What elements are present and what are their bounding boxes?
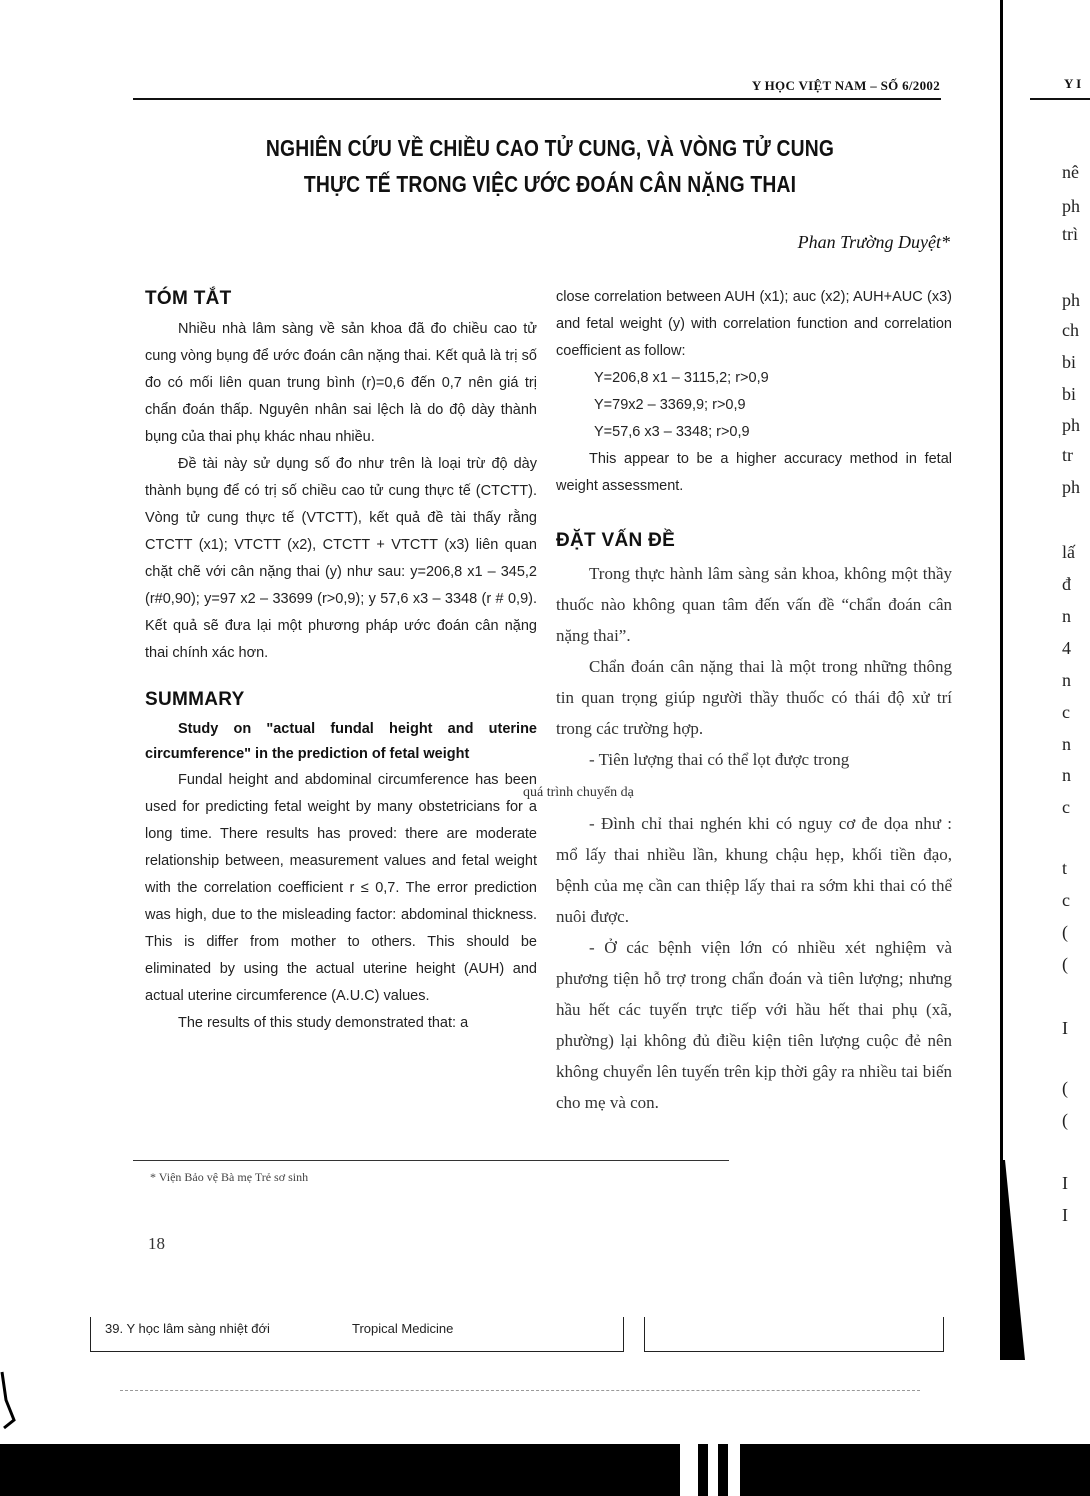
bullet-1-line: - Tiên lượng thai có thể lọt được trong: [589, 750, 850, 769]
tom-tat-paragraph-2: Đề tài này sử dụng số đo như trên là loại trừ độ dày thành bụng để có trị số chiều cao tử cung thực tế (CTCTT). Vòng tử cung thực tế (VTCTT), kết quả đề tài thấy rằng CTCTT (x1); VTCTT (x2), CTCTT + VTCTT (x3) liên quan chặt chẽ với cân nặng thai (y) như sau: y=206,8 x1 – 345,2 (r#0,90); y=97 x2 – 33699 (r>0,9); y 57,6 x3 – 3348 (r # 0,9). Kết quả sẽ đưa lại một phương pháp ước đoán cân nặng thai chính xác hơn.: [145, 456, 537, 661]
dat-van-de-paragraph-1: Trong thực hành lâm sàng sản khoa, không một thầy thuốc nào không quan tâm đến vấn đề “chẩn đoán cân nặng thai”.: [556, 564, 952, 645]
footnote: * Viện Bảo vệ Bà mẹ Trẻ sơ sinh: [150, 1170, 309, 1184]
facing-page-fragment: (: [1062, 954, 1068, 974]
scan-gap-2: [708, 1432, 718, 1496]
bottom-strip-right-label: Tropical Medicine: [352, 1321, 454, 1336]
facing-page-fragment: c: [1062, 797, 1070, 817]
tom-tat-paragraph-1: Nhiều nhà lâm sàng về sản khoa đã đo chiều cao tử cung vòng bụng để ước đoán cân nặng thai. Kết quả là trị số đo có mối liên quan trung bình (r)=0,6 đến 0,7 nên giá trị chẩn đoán thấp. Nguyên nhân sai lệch là do độ dày thành bụng của thai phụ khác nhau nhiều.: [145, 321, 537, 445]
facing-page-fragment: đ: [1062, 574, 1071, 594]
dat-van-de-paragraph-2: Chẩn đoán cân nặng thai là một trong những thông tin quan trọng giúp người thầy thuốc có thái độ xử trí trong các trường hợp.: [556, 657, 952, 738]
left-column: [145, 288, 537, 1037]
summary-heading: SUMMARY: [145, 689, 245, 710]
page-number: 18: [148, 1234, 165, 1253]
author-name: Phan Trường Duyệt*: [797, 232, 950, 252]
facing-page-fragment: ph: [1062, 477, 1080, 497]
facing-page-fragment: ph: [1062, 290, 1080, 310]
title-line-2: THỰC TẾ TRONG VIỆC ƯỚC ĐOÁN CÂN NẶNG THAI: [303, 171, 797, 197]
facing-page-fragment: c: [1062, 702, 1070, 722]
facing-page-fragment: lấ: [1062, 542, 1075, 562]
tom-tat-heading: TÓM TẮT: [145, 288, 232, 309]
bottom-strip-box-right: [644, 1317, 944, 1352]
title-line-1: NGHIÊN CỨU VỀ CHIỀU CAO TỬ CUNG, VÀ VÒNG TỬ CUNG: [265, 135, 835, 161]
facing-page-fragment: trì: [1062, 224, 1078, 244]
scan-gap-3: [728, 1432, 740, 1496]
bullet-2: - Đình chỉ thai nghén khi có nguy cơ đe dọa như : mổ lấy thai nhiều lần, khung chậu hẹp, khối tiền đạo, bệnh của mẹ cần can thiệp lấy thai ra sớm khi thai có thể nuôi được.: [556, 814, 952, 926]
scan-edge-mark-icon: [0, 1370, 20, 1430]
facing-page-fragment: n: [1062, 765, 1071, 785]
formula-3: Y=57,6 x3 – 3348; r>0,9: [594, 424, 750, 440]
summary-paragraph-1: Fundal height and abdominal circumference has been used for predicting fetal weight by many obstetricians for a long time. There results has proved: there are moderate relationship between, measurement values and fetal weight with the correlation coefficient r ≤ 0,7. The error prediction was high, due to the misleading factor: abdominal thickness. This is differ from mother to others. This should be eliminated by using the actual uterine height (AUH) and actual uterine circumference (A.U.C) values.: [145, 772, 537, 1004]
page-gutter-line: [1000, 0, 1003, 1300]
facing-page-rule: [1030, 98, 1090, 100]
facing-page-fragment: I: [1062, 1018, 1068, 1038]
facing-page-fragment: n: [1062, 670, 1071, 690]
facing-page-fragment: c: [1062, 890, 1070, 910]
facing-page-fragment: (: [1062, 1110, 1068, 1130]
bullet-1-line-2: quá trình chuyển dạ: [523, 785, 634, 800]
header-rule: [133, 98, 941, 100]
article-title: [197, 130, 903, 202]
bottom-strip-left-label: 39. Y học lâm sàng nhiệt đới: [105, 1321, 270, 1336]
summary-paragraph-2: The results of this study demonstrated that: a: [178, 1015, 469, 1031]
bullet-3: - Ở các bệnh viện lớn có nhiều xét nghiệm và phương tiện hỗ trợ trong chẩn đoán và tiên lượng; nhưng hầu hết các tuyến trực tiếp với hầu hết thai phụ (xã, phường) lại không đủ điều kiện tiên lượng cuộc đẻ nên không chuyển lên tuyến trên kịp thời gây ra nhiều tai biến cho mẹ và con.: [556, 938, 952, 1112]
facing-page-fragment: t: [1062, 858, 1068, 878]
facing-page-fragment: ph: [1062, 196, 1080, 216]
facing-page-fragment: I: [1062, 1205, 1068, 1225]
facing-page-fragment: n: [1062, 734, 1071, 754]
page-gutter-shadow: [1000, 1160, 1025, 1360]
summary-continuation: close correlation between AUH (x1); auc (x2); AUH+AUC (x3) and fetal weight (y) with correlation function and correlation coefficient as follow:: [556, 289, 952, 359]
facing-page-fragment: (: [1062, 922, 1068, 942]
facing-page-fragment: ch: [1062, 320, 1079, 340]
dat-van-de-heading: ĐẶT VẤN ĐỀ: [556, 530, 676, 551]
right-column: [523, 284, 952, 1118]
facing-page-fragment: nê: [1062, 162, 1079, 182]
bullet-1: [523, 744, 952, 808]
facing-page-fragment: I: [1062, 1173, 1068, 1193]
facing-page-fragment: bi: [1062, 352, 1077, 372]
formula-2: Y=79x2 – 3369,9; r>0,9: [594, 397, 746, 413]
journal-header: Y HỌC VIỆT NAM – SỐ 6/2002: [751, 78, 940, 93]
summary-subtitle: Study on "actual fundal height and uterine circumference" in the prediction of fetal weight: [145, 721, 537, 762]
scan-bottom-black-bar: [0, 1444, 1090, 1496]
scan-gap-1: [680, 1432, 698, 1496]
facing-page-fragment: 4: [1062, 638, 1071, 658]
scan-artifact-line: [120, 1390, 920, 1393]
facing-page-fragment: n: [1062, 606, 1071, 626]
summary-conclusion: This appear to be a higher accuracy method in fetal weight assessment.: [556, 451, 952, 494]
facing-page-fragment: tr: [1062, 445, 1073, 465]
facing-page-fragment: (: [1062, 1078, 1068, 1098]
facing-page-fragment: ph: [1062, 415, 1080, 435]
facing-page-header: Y I: [1064, 76, 1082, 91]
footnote-rule: [133, 1160, 729, 1161]
facing-page-fragment: bi: [1062, 384, 1077, 404]
formula-1: Y=206,8 x1 – 3115,2; r>0,9: [594, 370, 769, 386]
